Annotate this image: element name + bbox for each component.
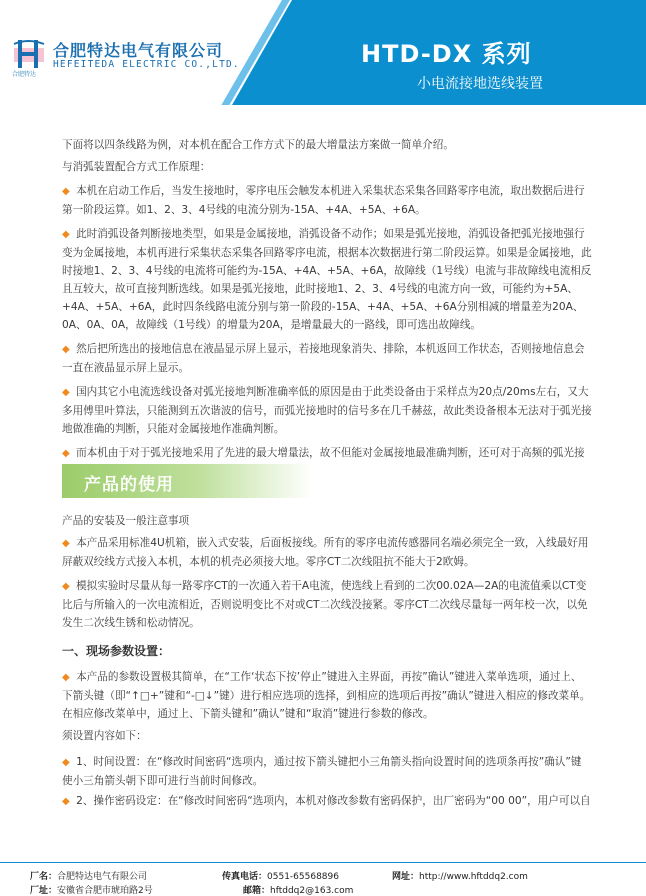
- diamond-bullet-icon: ◆: [62, 796, 70, 807]
- diamond-bullet-icon: ◆: [62, 229, 70, 240]
- footer-address-value: 安徽省合肥市琥珀路2号: [57, 886, 153, 896]
- page-footer: [0, 866, 646, 895]
- bullet-text: 本产品的参数设置极其简单，在“工作‘状态下按’停止”键进入主界面，再按”确认”键进入菜单选项，通过上、下箭头键（即“↑□+”键和“-□↓”键）进行相应选项的选择，到相应的选项后再按”确认”键进入相应的修改菜单。在相应修改菜单中，通过上、下箭头键和”确认”键和“取消”键进行参数的修改。: [62, 671, 591, 720]
- footer-fax: [222, 869, 339, 882]
- company-name-cn: 合肥特达电气有限公司: [53, 41, 224, 60]
- usage-content: [62, 512, 592, 811]
- series-title: HTD-DX 系列: [361, 40, 532, 68]
- footer-address: [30, 883, 153, 896]
- bullet-paragraph: [62, 340, 592, 377]
- footer-factory-value: 合肥特达电气有限公司: [57, 872, 148, 882]
- diamond-bullet-icon: ◆: [62, 581, 70, 592]
- footer-divider: [0, 862, 646, 863]
- header-diagonal-cut: [232, 0, 292, 105]
- series-subtitle: 小电流接地选线装置: [417, 76, 543, 92]
- bullet-text: 然后把所选出的接地信息在液晶显示屏上显示，若接地现象消失、排除，本机返回工作状态，否则接地信息会一直在液晶显示屏上显示。: [62, 343, 585, 374]
- footer-fax-value: 0551-65568896: [267, 872, 339, 882]
- subsection-heading: 一、现场参数设置：: [62, 644, 171, 658]
- usage-paragraph: 产品的安装及一般注意事项: [62, 515, 190, 527]
- logo-caption: 合肥特达: [12, 71, 37, 78]
- diamond-bullet-icon: ◆: [62, 344, 70, 355]
- bullet-paragraph: [62, 182, 592, 219]
- bullet-text: 本产品采用标准4U机箱，嵌入式安装，后面板接线。所有的零序电流传感器同名端必须完全一致，入线最好用屏蔽双绞线方式接入本机，本机的机壳必须接大地。零序CT二次线阻抗不能大于2欧姆。: [62, 537, 589, 568]
- bullet-paragraph: [62, 668, 592, 723]
- footer-factory: [30, 869, 147, 882]
- bullet-text: 1、时间设置：在“修改时间密码“选项内，通过按下箭头键把小三角箭头指向设置时间的选项条再按”确认”键使小三角箭头朝下即可进行当前时间修改。: [62, 756, 582, 787]
- footer-email: [243, 883, 353, 896]
- diamond-bullet-icon: ◆: [62, 448, 70, 459]
- footer-email-value: hftddq2@163.com: [270, 886, 354, 896]
- bullet-paragraph: [62, 577, 592, 632]
- usage-paragraph: 须设置内容如下：: [62, 730, 147, 742]
- company-logo-icon: [10, 38, 50, 70]
- diamond-bullet-icon: ◆: [62, 757, 70, 768]
- footer-website[interactable]: [392, 869, 528, 882]
- bullet-text: 本机在启动工作后，当发生接地时，零序电压会触发本机进入采集状态采集各回路零序电流，取出数据后进行第一阶段运算。如1、2、3、4号线的电流分别为-15A、+4A、+5A、+6A。: [62, 185, 585, 216]
- footer-fax-label: 传真电话：: [222, 872, 268, 882]
- footer-address-label: 厂址：: [30, 886, 58, 896]
- bullet-text: 而本机由于对于弧光接地采用了先进的最大增量法，故不但能对金属接地最准确判断，还可对于高频的弧光接: [76, 447, 585, 459]
- bullet-text: 模拟实验时尽量从每一路零序CT的一次通入若干A电流，使选线上看到的二次00.02A—2A的电流值乘以CT变比后与所输入的一次电流相近，否则说明变比不对或CT二次线没接紧。零序CT二次线尽量每一两年校一次，以免发生二次线生锈和松动情况。: [62, 580, 588, 629]
- diamond-bullet-icon: ◆: [62, 186, 70, 197]
- section-heading-bar: [62, 464, 312, 498]
- bullet-paragraph: [62, 534, 592, 571]
- bullet-paragraph: [62, 792, 592, 811]
- intro-content: [62, 130, 592, 481]
- bullet-text: 国内其它小电流选线设备对弧光接地判断准确率低的原因是由于此类设备由于采样点为20点/20ms左右，又大多用傅里叶算法，只能测到五次谐波的信号，而弧光接地时的信号多在几千赫兹，故此类设备根本无法对于弧光接地做准确的判断，只能对金属接地作准确判断。: [62, 386, 592, 435]
- bullet-text: 2、操作密码设定：在“修改时间密码“选项内，本机对修改参数有密码保护，出厂密码为“00 00”，用户可以自: [76, 795, 591, 807]
- footer-email-label: 邮箱：: [243, 886, 271, 896]
- footer-website-link[interactable]: http://www.hftddq2.com: [419, 872, 528, 882]
- bullet-text: 此时消弧设备判断接地类型，如果是金属接地，消弧设备不动作；如果是弧光接地，消弧设备把弧光接地强行变为金属接地，本机再进行采集状态采集各回路零序电流，根据本次数据进行第二阶段运算。如果是金属接地，此时接地1、2、3、4号线的电流将可能约为-15A、+4A、+5A、+6A，故障线（1号线）电流与非故障线电流相反且互较大，故可直接判断选线。如果是弧光接地，此时接地1、2、3、4号线的电流方向一致，可能约为+5A、+4A、+5A、+6A，此时四条线路电流分别与第一阶段的-15A、+4A、+5A、+6A分别相减的增量差为20A、0A、0A、0A，故障线（1号线）的增量为20A，是增量最大的一路线，即可选出故障线。: [62, 228, 592, 331]
- footer-factory-label: 厂名：: [30, 872, 58, 882]
- diamond-bullet-icon: ◆: [62, 538, 70, 549]
- bullet-paragraph: [62, 753, 592, 790]
- intro-paragraph: 下面将以四条线路为例，对本机在配合工作方式下的最大增量法方案做一简单介绍。: [62, 139, 454, 151]
- diamond-bullet-icon: ◆: [62, 672, 70, 683]
- footer-website-label: 网址：: [392, 872, 420, 882]
- page-header: [0, 0, 646, 125]
- bullet-paragraph: [62, 383, 592, 438]
- diamond-bullet-icon: ◆: [62, 387, 70, 398]
- section-title: 产品的使用: [84, 475, 174, 495]
- bullet-paragraph: [62, 225, 592, 334]
- company-name-en: HEFEITEDA ELECTRIC CO.,LTD.: [53, 59, 240, 70]
- intro-paragraph: 与消弧装置配合方式工作原理：: [62, 161, 211, 173]
